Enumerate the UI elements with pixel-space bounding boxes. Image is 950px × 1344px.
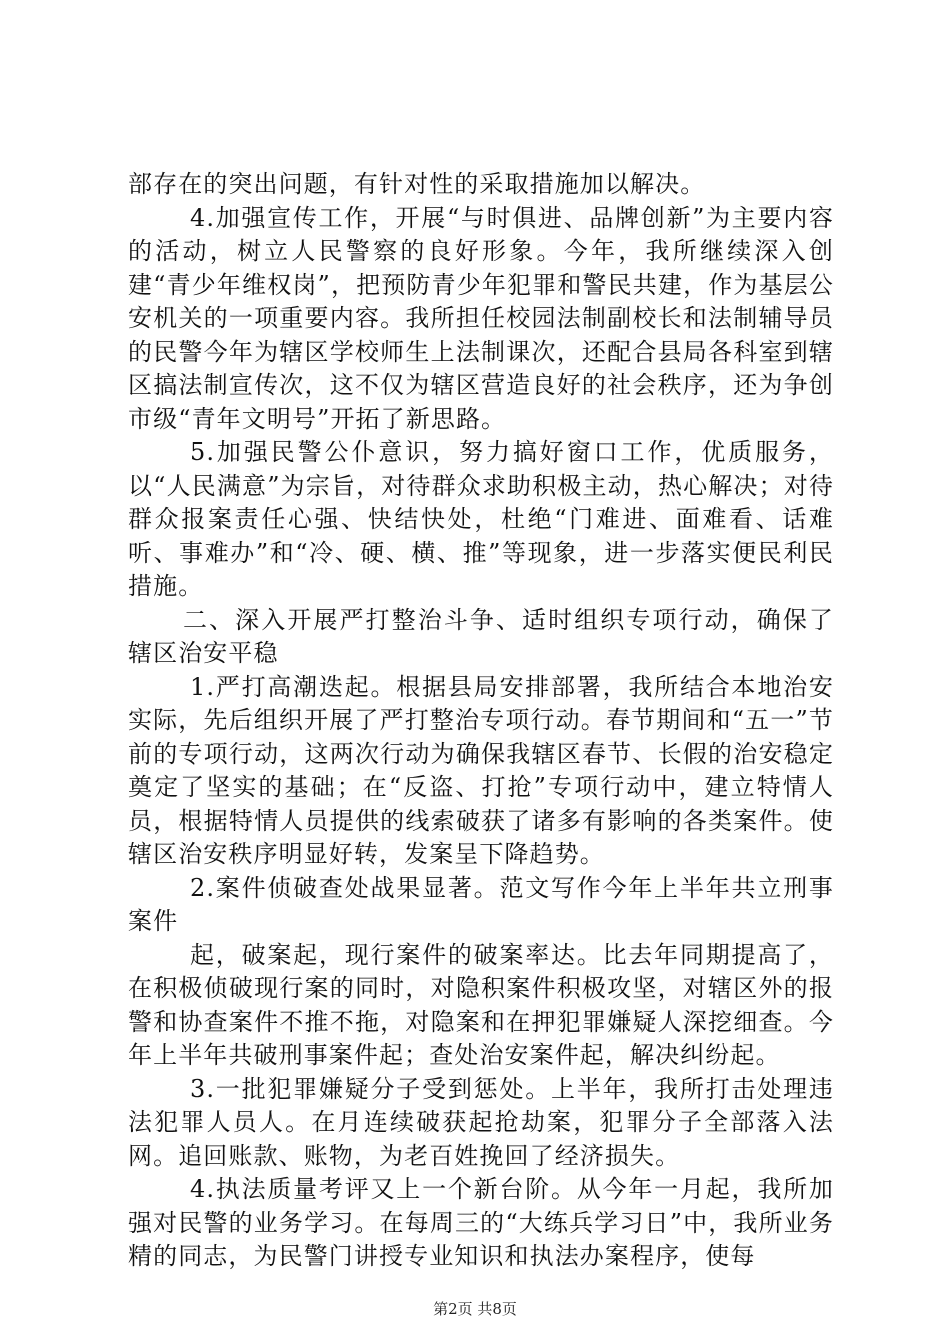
section-heading-2: 二、深入开展严打整治斗争、适时组织专项行动，确保了辖区治安平稳 <box>128 605 834 667</box>
paragraph-item-4-publicity: 4.加强宣传工作，开展“与时俱进、品牌创新”为主要内容的活动，树立人民警察的良好形象。今年，我所继续深入创建“青少年维权岗”，把预防青少年犯罪和警民共建，作为基层公安机关的一项重要内容。我所担任校园法制副校长和法制辅导员的民警今年为辖区学校师生上法制课次，还配合县局各科室到辖区搞法制宣传次，这不仅为辖区营造良好的社会秩序，还为争创市级“青年文明号”开拓了新思路。 <box>128 203 834 433</box>
paragraph-item-3-punishment: 3.一批犯罪嫌疑分子受到惩处。上半年，我所打击处理违法犯罪人员人。在月连续破获起抢劫案，犯罪分子全部落入法网。追回账款、账物，为老百姓挽回了经济损失。 <box>128 1074 834 1170</box>
paragraph-item-1-crackdown: 1.严打高潮迭起。根据县局安排部署，我所结合本地治安实际，先后组织开展了严打整治专项行动。春节期间和“五一”节前的专项行动，这两次行动为确保我辖区春节、长假的治安稳定奠定了坚实的基础；在“反盗、打抢”专项行动中，建立特情人员，根据特情人员提供的线索破获了诸多有影响的各类案件。使辖区治安秩序明显好转，发案呈下降趋势。 <box>128 672 834 868</box>
document-body <box>128 168 834 1274</box>
paragraph-item-2-cases: 2.案件侦破查处战果显著。范文写作今年上半年共立刑事案件 <box>128 873 834 935</box>
paragraph-item-4-quality: 4.执法质量考评又上一个新台阶。从今年一月起，我所加强对民警的业务学习。在每周三的“大练兵学习日”中，我所业务精的同志，为民警门讲授专业知识和执法办案程序，使每 <box>128 1175 834 1270</box>
paragraph-continuation: 部存在的突出问题，有针对性的采取措施加以解决。 <box>128 170 706 198</box>
paragraph-cases-continued: 起，破案起，现行案件的破案率达。比去年同期提高了，在积极侦破现行案的同时，对隐积案件积极攻坚，对辖区外的报警和协查案件不推不拖，对隐案和在押犯罪嫌疑人深挖细查。今年上半年共破刑事案件起；查处治安案件起，解决纠纷起。 <box>128 940 834 1069</box>
page-number-footer: 第2页 共8页 <box>433 1300 517 1318</box>
paragraph-item-5-service: 5.加强民警公仆意识，努力搞好窗口工作，优质服务，以“人民满意”为宗旨，对待群众求助积极主动，热心解决；对待群众报案责任心强、快结快处，杜绝“门难进、面难看、话难听、事难办”和“冷、硬、横、推”等现象，进一步落实便民利民措施。 <box>128 438 834 600</box>
